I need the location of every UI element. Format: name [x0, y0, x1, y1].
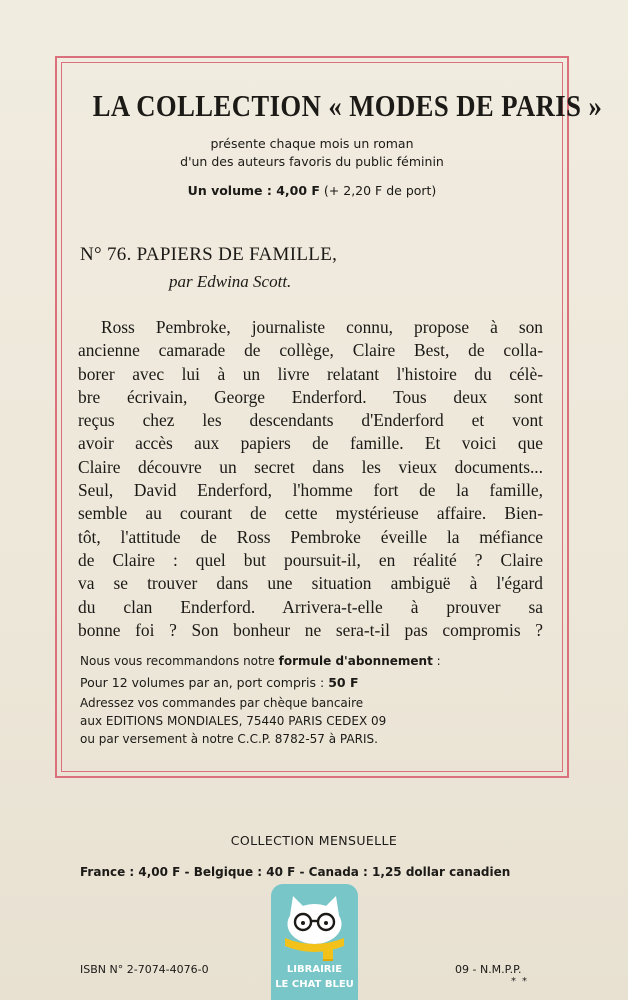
synopsis-line: semble au courant de cette mystérieuse affaire. Bien-: [78, 503, 543, 524]
synopsis-line: borer avec lui à un livre relatant l'histoire du célè-: [78, 363, 543, 384]
synopsis-line: va se trouver dans une situation ambiguë à l'égard: [78, 573, 543, 594]
price-line: [57, 183, 567, 198]
synopsis-line: de Claire : quel but poursuit-il, en réalité ? Claire: [78, 549, 543, 570]
subscription-volumes: Pour 12 volumes par an, port compris :: [80, 675, 325, 690]
sticker-line-1: LIBRAIRIE: [286, 964, 343, 975]
cat-logo-icon: [271, 884, 358, 964]
synopsis-line: Ross Pembroke, journaliste connu, propose à son: [101, 317, 543, 337]
synopsis-line: du clan Enderford. Arrivera-t-elle à prouver sa: [78, 596, 543, 617]
price-label: Un volume : 4,00 F: [187, 183, 320, 198]
synopsis: [78, 316, 543, 642]
intro-line-2: d'un des auteurs favoris du public féminin: [180, 154, 444, 169]
collection-mensuelle: COLLECTION MENSUELLE: [230, 833, 398, 848]
bookstore-sticker: [271, 884, 358, 1000]
synopsis-line: avoir accès aux papiers de famille. Et voici que: [78, 433, 543, 454]
subscription-colon: :: [436, 654, 441, 668]
synopsis-line: reçus chez les descendants d'Enderford et vont: [78, 410, 543, 431]
subscription-line-2: [80, 675, 359, 690]
frame-content: [57, 58, 603, 776]
subscription-line-5: ou par versement à notre C.C.P. 8782-57 à PARIS.: [80, 732, 378, 746]
sticker-line-2: LE CHAT BLEU: [275, 979, 354, 990]
synopsis-line: Seul, David Enderford, l'homme fort de la famille,: [78, 480, 543, 501]
collection-title: LA COLLECTION « MODES DE PARIS »: [92, 88, 603, 123]
intro-line-1: présente chaque mois un roman: [210, 136, 414, 151]
stars: **: [511, 976, 533, 987]
country-prices: France : 4,00 F - Belgique : 40 F - Canada : 1,25 dollar canadien: [80, 865, 511, 879]
synopsis-line: tôt, l'attitude de Ross Pembroke éveille la méfiance: [78, 526, 543, 547]
subscription-line-1: [80, 654, 441, 668]
synopsis-line: ancienne camarade de collège, Claire Best, de colla-: [78, 340, 543, 361]
synopsis-line: bonne foi ? Son bonheur ne sera-t-il pas compromis ?: [78, 619, 543, 640]
nmpp-code: 09 - N.M.P.P.: [455, 963, 522, 976]
book-number-title: N° 76. PAPIERS DE FAMILLE,: [80, 244, 338, 265]
isbn: ISBN N° 2-7074-4076-0: [80, 963, 209, 976]
price-port: (+ 2,20 F de port): [323, 183, 437, 198]
subscription-line-3: Adressez vos commandes par chèque bancaire: [80, 696, 364, 710]
pink-border-frame: [55, 56, 603, 778]
subscription-price: 50 F: [328, 675, 359, 690]
subscription-prefix: Nous vous recommandons notre: [80, 654, 275, 668]
synopsis-line: Claire découvre un secret dans les vieux documents...: [78, 456, 543, 477]
subscription-line-4: aux EDITIONS MONDIALES, 75440 PARIS CEDEX 09: [80, 714, 387, 728]
synopsis-line: bre écrivain, George Enderford. Tous deux sont: [78, 386, 543, 407]
book-author: par Edwina Scott.: [169, 272, 292, 291]
subscription-formula: formule d'abonnement: [278, 654, 433, 668]
